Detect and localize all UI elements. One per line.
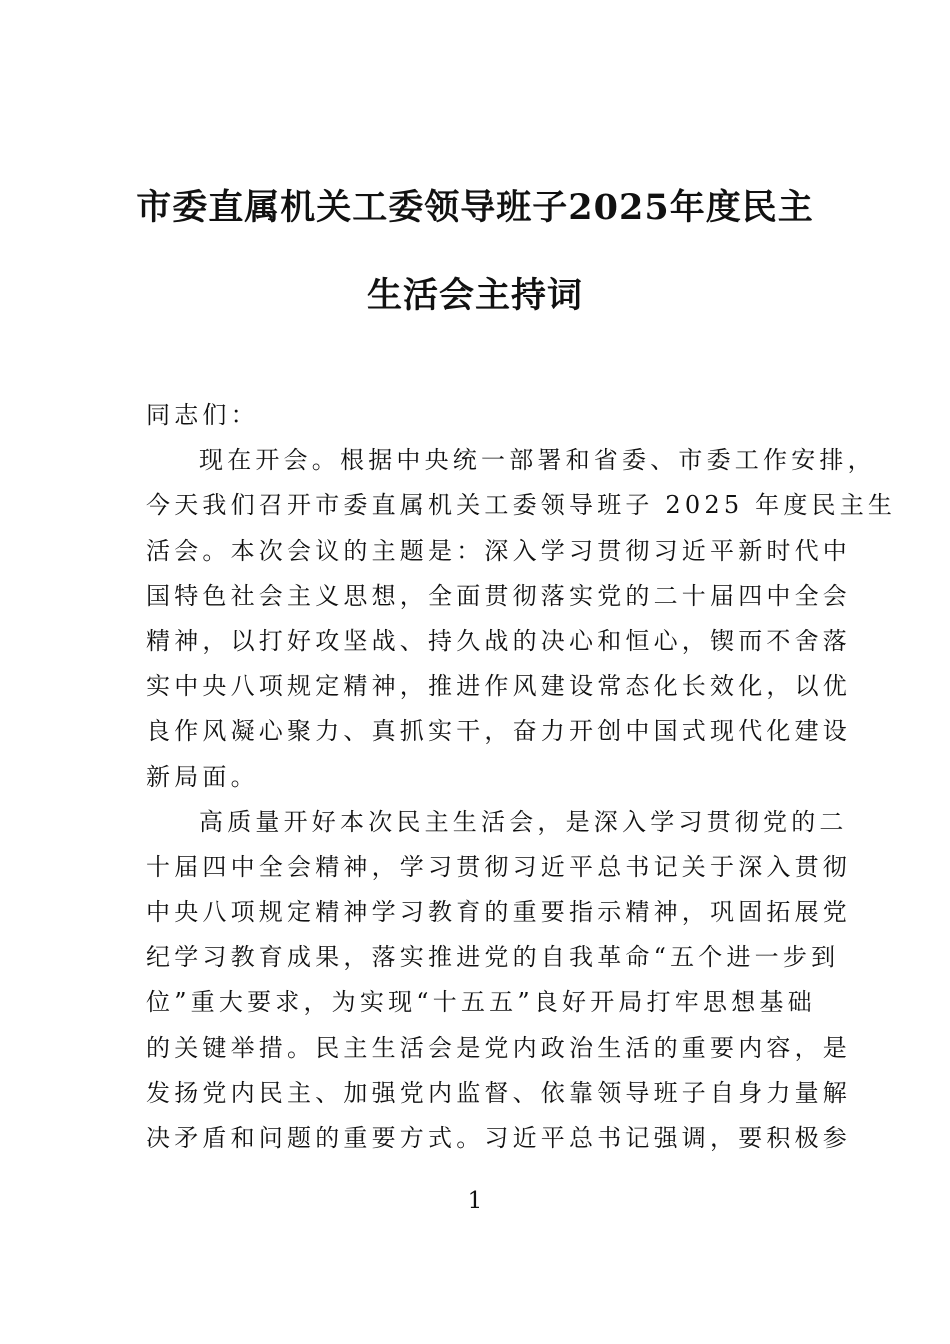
- paragraph-line: 活会。本次会议的主题是：深入学习贯彻习近平新时代中: [146, 536, 851, 565]
- paragraph-2: [146, 800, 851, 1162]
- paragraph-line: 的关键举措。民主生活会是党内政治生活的重要内容，是: [146, 1033, 851, 1062]
- paragraph-line: 良作风凝心聚力、真抓实干，奋力开创中国式现代化建设: [146, 717, 851, 746]
- title-line: 市委直属机关工委领导班子2025年度民主: [136, 187, 814, 228]
- paragraph-line: 发扬党内民主、加强党内监督、依靠领导班子自身力量解: [146, 1078, 851, 1107]
- paragraph-line: 高质量开好本次民主生活会，是深入学习贯彻党的二: [199, 807, 848, 836]
- paragraph-line: 实中央八项规定精神，推进作风建设常态化长效化，以优: [146, 672, 851, 701]
- document-title: [120, 164, 830, 340]
- paragraph-line: 中央八项规定精神学习教育的重要指示精神，巩固拓展党: [146, 898, 851, 927]
- document-body: [146, 393, 897, 1161]
- paragraph-line: 十届四中全会精神，学习贯彻习近平总书记关于深入贯彻: [146, 852, 851, 881]
- paragraph-line: 现在开会。根据中央统一部署和省委、市委工作安排，: [199, 446, 876, 475]
- paragraph-line: 纪学习教育成果，落实推进党的自我革命“五个进一步到: [146, 943, 840, 972]
- paragraph-1: [146, 438, 897, 800]
- paragraph-line: 精神，以打好攻坚战、持久战的决心和恒心，锲而不舍落: [146, 626, 851, 655]
- paragraph-line: 位”重大要求，为实现“十五五”良好开局打牢思想基础: [146, 988, 816, 1017]
- title-line: 生活会主持词: [366, 275, 583, 316]
- paragraph-line: 新局面。: [146, 762, 259, 791]
- salutation: 同志们：: [146, 401, 259, 429]
- paragraph-line: 国特色社会主义思想，全面贯彻落实党的二十届四中全会: [146, 581, 851, 610]
- paragraph-line: 今天我们召开市委直属机关工委领导班子 2025 年度民主生: [146, 491, 897, 520]
- page-number: 1: [467, 1188, 483, 1214]
- paragraph-line: 决矛盾和问题的重要方式。习近平总书记强调，要积极参: [146, 1124, 851, 1152]
